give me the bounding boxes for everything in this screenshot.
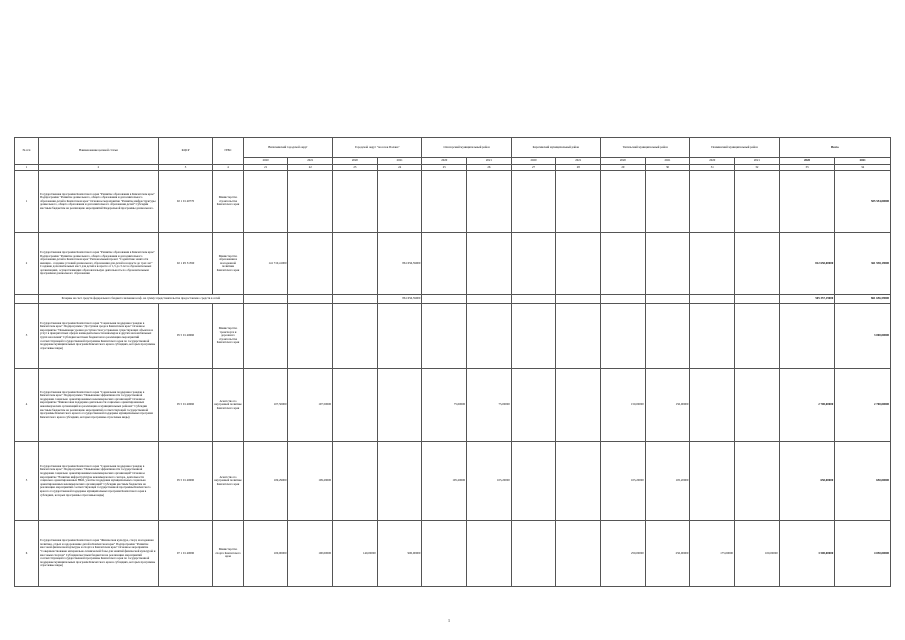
row-kcsr: 07 1 01 40090 — [158, 521, 212, 587]
row-value — [467, 521, 512, 587]
header-year: 2021 — [735, 158, 780, 165]
header-year: 2021 — [835, 158, 891, 165]
table-row — [15, 233, 891, 295]
row-name: Государственная программа Камчатского края "Развитие образования в Камчатском крае" Подпрограмма "Развитие дошкольного, общего образования и дополнительного образования детей в Камчатском крае" Основное мероприятие "Развитие инфраструктуры дошкольного, общего образования и дополнительного образования детей" Субсидии местным бюджетам на реализацию мероприятий Федеральной программы дошкольного. — [38, 171, 158, 233]
row-value — [377, 369, 422, 442]
row-value — [690, 304, 735, 369]
header-territory: Городской округ "поселок Палана" — [333, 138, 422, 158]
row-value — [333, 304, 378, 369]
header-column-number: 28 — [556, 165, 601, 171]
header-year: 2020 — [601, 158, 646, 165]
header-territory: Олюторский муниципальный район — [422, 138, 511, 158]
row-value — [690, 295, 735, 304]
row-grbs: Министерство строительства Камчатского края — [213, 171, 244, 233]
header-kcsr: КЦСР — [158, 138, 212, 165]
header-column-number: 26 — [467, 165, 512, 171]
row-value — [690, 369, 735, 442]
row-value — [467, 171, 512, 233]
row-value: 861 656,59000 — [377, 295, 422, 304]
row-number: 2 — [15, 233, 39, 295]
row-value — [288, 233, 333, 295]
row-value — [735, 304, 780, 369]
row-value — [377, 171, 422, 233]
row-value: 105,20000 — [467, 442, 512, 521]
row-value — [333, 295, 378, 304]
row-value: 900,00000 — [377, 521, 422, 587]
row-value: 100,00000 — [735, 521, 780, 587]
row-total — [779, 171, 835, 233]
header-year: 2021 — [288, 158, 333, 165]
header-year: 2021 — [377, 158, 422, 165]
row-value — [467, 233, 512, 295]
row-value — [288, 171, 333, 233]
row-kcsr: 02 1 01 40770 — [158, 171, 212, 233]
row-kcsr: 05 5 01 40660 — [158, 369, 212, 442]
row-total — [779, 304, 835, 369]
row-name: Государственная программа Камчатского края "Социальная поддержка граждан в Камчатском крае" Подпрограмма "Повышение эффективности государственной поддержки социально ориентированных некоммерческих организаций" Основное мероприятие "Финансовая поддержка деятельности социально ориентированных некоммерческих организаций на реализацию в муниципальных районах" Субсидии местным бюджетам на реализацию мероприятий соответствующей государственной программы Камчатского края по государственной поддержке муниципальных программ Камчатского края в субсидиях, которых программы отраслевые виды) — [38, 369, 158, 442]
header-territory: Пенжинский муниципальный район — [690, 138, 779, 158]
row-value — [735, 171, 780, 233]
row-value — [556, 233, 601, 295]
row-total: 4 050,00000 — [835, 521, 891, 587]
row-number: 1 — [15, 171, 39, 233]
row-grbs: Министерство транспорта и дорожного строительства Камчатского края — [213, 304, 244, 369]
row-value — [601, 171, 646, 233]
table-row — [15, 521, 891, 587]
row-value — [422, 233, 467, 295]
header-column-number: 2 — [38, 165, 158, 171]
row-value: 175,00000 — [690, 521, 735, 587]
header-column-number: 3 — [158, 165, 212, 171]
row-value — [735, 295, 780, 304]
row-number: 3 — [15, 304, 39, 369]
row-value — [243, 295, 288, 304]
row-total: 650,00000 — [835, 442, 891, 521]
row-value — [556, 369, 601, 442]
row-value: 250,00000 — [645, 521, 690, 587]
header-year: 2021 — [467, 158, 512, 165]
row-value: 100,00000 — [288, 521, 333, 587]
header-territory: Карагинский муниципальный район — [511, 138, 600, 158]
header-column-number: 34 — [835, 165, 891, 171]
row-value — [467, 304, 512, 369]
row-note: Резервы на счет средств федерального бюджета значение коэф. на сумму: представительства предоставлено средств в сетей — [38, 295, 243, 304]
row-name: Государственная программа Камчатского края "Социальная поддержка граждан в Камчатском крае" Подпрограмма "Доступная среда в Камчатском крае" Основное мероприятие "Повышение уровня доступности и устранение существующих объектов и услуг в приоритетных сферах жизнедеятельности инвалидов и других маломобильных групп населения" Субсидии местным бюджетам на реализацию мероприятий соответствующей государственной программы Камчатского края по государственной поддержке муниципальных программ Камчатского края в субсидиях, которых программы отраслевые виды) — [38, 304, 158, 369]
header-territory: Тигильский муниципальный район — [601, 138, 690, 158]
row-value — [690, 442, 735, 521]
row-value — [556, 304, 601, 369]
header-year: 2020 — [243, 158, 288, 165]
row-value — [735, 369, 780, 442]
table-row — [15, 442, 891, 521]
row-value — [511, 171, 556, 233]
header-year: 2020 — [690, 158, 735, 165]
row-grbs: Министерство спорта Камчатского края — [213, 521, 244, 587]
row-value: 861 656,59000 — [377, 233, 422, 295]
row-value: 105,20000 — [601, 442, 646, 521]
header-column-number: 32 — [735, 165, 780, 171]
header-grbs: ГРБС — [213, 138, 244, 165]
table-row — [15, 369, 891, 442]
row-value — [333, 369, 378, 442]
header-column-number: 1 — [15, 165, 39, 171]
row-value — [511, 442, 556, 521]
row-value — [556, 171, 601, 233]
header-column-number: 31 — [690, 165, 735, 171]
header-year: 2020 — [511, 158, 556, 165]
header-year: 2021 — [556, 158, 601, 165]
row-value — [422, 521, 467, 587]
row-grbs: Агентство по внутренней политике Камчатского края — [213, 369, 244, 442]
row-value — [377, 304, 422, 369]
header-year: 2020 — [422, 158, 467, 165]
header-column-number: 23 — [333, 165, 378, 171]
row-total: 505 554,00000 — [835, 171, 891, 233]
row-total: 812 650,00000 — [779, 233, 835, 295]
row-total: 2 700,00000 — [779, 369, 835, 442]
header-column-number: 27 — [511, 165, 556, 171]
row-value — [556, 521, 601, 587]
row-value — [511, 233, 556, 295]
row-total: 650,00000 — [779, 442, 835, 521]
row-kcsr: 05 5 01 40690 — [158, 442, 212, 521]
row-value — [601, 304, 646, 369]
header-column-number: 30 — [645, 165, 690, 171]
row-value — [243, 304, 288, 369]
header-column-number: 33 — [779, 165, 835, 171]
row-value — [690, 171, 735, 233]
header-column-number: 22 — [288, 165, 333, 171]
row-value: 107,50000 — [288, 369, 333, 442]
row-value — [333, 171, 378, 233]
row-number: 5 — [15, 442, 39, 521]
row-value — [377, 442, 422, 521]
row-total: 3 500,00000 — [779, 521, 835, 587]
row-value: 150,00000 — [645, 369, 690, 442]
header-year: 2020 — [779, 158, 835, 165]
row-value — [645, 233, 690, 295]
row-number: 4 — [15, 369, 39, 442]
row-value: 250,00000 — [601, 521, 646, 587]
header-column-number: 24 — [377, 165, 422, 171]
row-total: 861 656,59000 — [835, 295, 891, 304]
row-value — [333, 442, 378, 521]
row-value — [735, 233, 780, 295]
row-value — [467, 295, 512, 304]
header-year: 2021 — [645, 158, 690, 165]
row-total: 361 938,19000 — [835, 233, 891, 295]
row-number — [15, 295, 39, 304]
header-column-number: 4 — [213, 165, 244, 171]
row-kcsr: 05 5 01 40660 — [158, 304, 212, 369]
row-total: 2 700,00000 — [835, 369, 891, 442]
row-value — [511, 521, 556, 587]
row-value — [556, 295, 601, 304]
row-value: 109,29000 — [243, 442, 288, 521]
table-row — [15, 304, 891, 369]
table-note-row — [15, 295, 891, 304]
page-number: 1 — [448, 618, 450, 623]
row-value: 105,20000 — [422, 442, 467, 521]
header-column-number: 21 — [243, 165, 288, 171]
row-grbs: Министерство образования и молодежной политики Камчатского края — [213, 233, 244, 295]
header-num: № п/п — [15, 138, 39, 165]
header-total: Всего — [779, 138, 890, 158]
row-value — [735, 442, 780, 521]
row-value: 105,20000 — [645, 442, 690, 521]
row-value — [601, 233, 646, 295]
row-number: 6 — [15, 521, 39, 587]
row-value — [601, 295, 646, 304]
row-value: 109,29000 — [288, 442, 333, 521]
row-value — [288, 304, 333, 369]
header-name: Наименование целевой статьи — [38, 138, 158, 165]
row-value — [422, 295, 467, 304]
row-value: 141 710,41000 — [243, 233, 288, 295]
row-value: 100,00000 — [243, 521, 288, 587]
header-column-number: 25 — [422, 165, 467, 171]
header-year: 2020 — [333, 158, 378, 165]
row-name: Государственная программа Камчатского края "Социальная поддержка граждан в Камчатском крае" Подпрограмма "Повышение эффективности государственной поддержки социально ориентированных некоммерческих организаций" Основное мероприятие "Развитие инфраструктуры некоммерческого сектора, деятельности социально ориентированных НКО, участие поддержки муниципальных социально ориентированных некоммерческих организаций" Субсидии местным бюджетам на реализацию мероприятий соответствующей государственной программы Камчатского края по государственной поддержке муниципальных программ Камчатского края в субсидиях, которых программы отраслевые виды) — [38, 442, 158, 521]
row-value — [422, 171, 467, 233]
row-value — [243, 171, 288, 233]
row-value — [511, 304, 556, 369]
row-value — [645, 295, 690, 304]
header-territory: Вилючинский городской округ — [243, 138, 332, 158]
table-row — [15, 171, 891, 233]
row-total: 3 000,00000 — [835, 304, 891, 369]
row-name: Государственная программа Камчатского края "Развитие образования в Камчатском крае" Подпрограмма "Развитие дошкольного, общего образования и дополнительного образования детей в Камчатском крае" Региональный проект "Содействие занятости женщин - создание условий дошкольного образования для детей в возрасте до трех лет" Создание дополнительных мест для детей в возрасте от 1,5 до 3 лет в образовательных организациях, осуществляющих образовательную деятельность по образовательным программам дошкольного образования — [38, 233, 158, 295]
row-value: 150,00000 — [601, 369, 646, 442]
header-column-number: 29 — [601, 165, 646, 171]
header-row — [15, 138, 891, 158]
row-value: 75,00000 — [422, 369, 467, 442]
row-value — [333, 233, 378, 295]
row-value: 107,50000 — [243, 369, 288, 442]
row-value — [511, 369, 556, 442]
row-value — [288, 295, 333, 304]
row-value: 75,00000 — [467, 369, 512, 442]
budget-table — [14, 137, 891, 587]
row-value — [690, 233, 735, 295]
row-value: 140,00000 — [333, 521, 378, 587]
row-value — [511, 295, 556, 304]
row-value — [556, 442, 601, 521]
row-total: 505 357,19000 — [779, 295, 835, 304]
row-value — [645, 171, 690, 233]
row-kcsr: 02 1 P2 51590 — [158, 233, 212, 295]
row-grbs: Агентство по внутренней политике Камчатского края — [213, 442, 244, 521]
row-value — [645, 304, 690, 369]
row-name: Государственная программа Камчатского края "Физическая культура, спорт, молодежная политика, отдых и оздоровление детей в Камчатском крае" Подпрограмма "Развитие массовой физической культуры и спорта в Камчатском крае" Основное мероприятие "Совершенствование материально-технической базы для занятий физической культурой и массовым спортом" Субсидии местным бюджетам на реализацию мероприятий соответствующей государственной программы Камчатского края по государственной поддержке муниципальных программ Камчатского края в субсидиях, которых программы отраслевые виды) — [38, 521, 158, 587]
row-value — [422, 304, 467, 369]
